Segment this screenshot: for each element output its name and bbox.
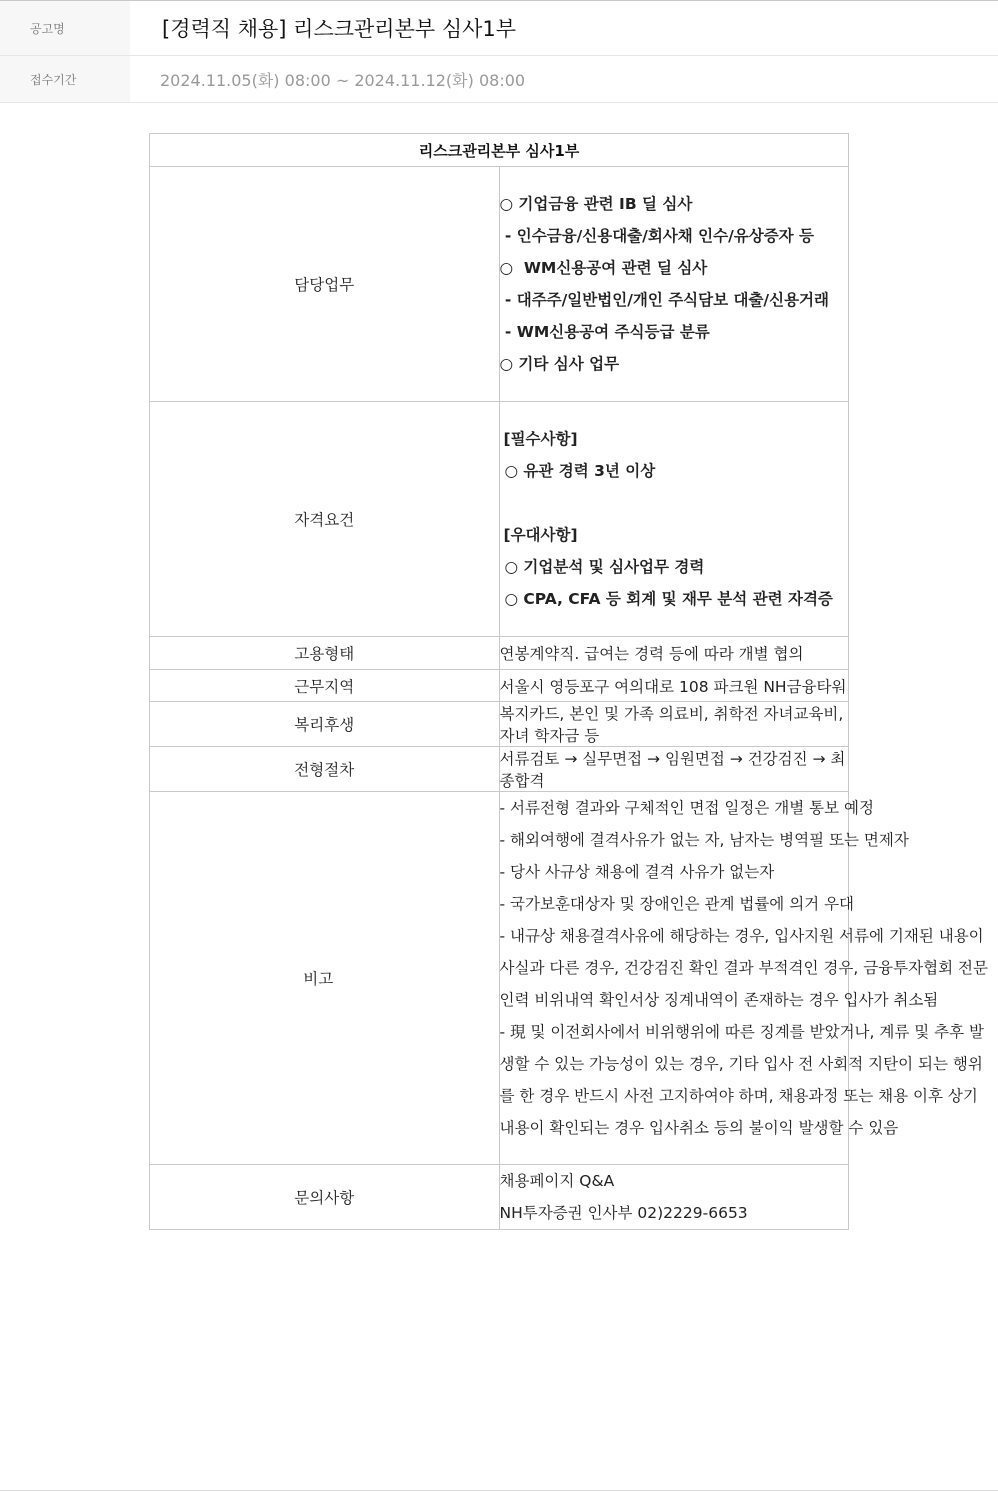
remark-line: 를 한 경우 반드시 사전 고지하여야 하며, 채용과정 또는 채용 이후 상기 [499, 1087, 978, 1105]
notice-period: 2024.11.05(화) 08:00 ~ 2024.11.12(화) 08:00 [160, 70, 526, 90]
benefits-value: 복지카드, 본인 및 가족 의료비, 취학전 자녀교육비, 자녀 학자금 등 [499, 702, 849, 747]
employment-row [150, 637, 849, 670]
duties-label: 담당업무 [150, 167, 500, 402]
remark-line: - 국가보훈대상자 및 장애인은 관계 법률에 의거 우대 [499, 895, 855, 913]
remark-line: 사실과 다른 경우, 건강검진 확인 결과 부적격인 경우, 금융투자협회 전문 [499, 959, 988, 977]
table-heading: 리스크관리본부 심사1부 [150, 134, 849, 167]
process-row [150, 747, 849, 792]
required-item: ○ 유관 경력 3년 이상 [504, 462, 656, 480]
duties-row [150, 167, 849, 402]
duty-line: ○ WM신용공여 관련 딜 심사 [499, 259, 708, 277]
employment-label: 고용형태 [150, 637, 500, 670]
required-heading: [필수사항] [503, 430, 578, 448]
bottom-divider [0, 1490, 998, 1491]
remark-line: 생할 수 있는 가능성이 있는 경우, 기타 입사 전 사회적 지탄이 되는 행위 [499, 1055, 983, 1073]
remark-line: 내용이 확인되는 경우 입사취소 등의 불이익 발생할 수 있음 [499, 1119, 899, 1137]
benefits-label: 복리후생 [150, 702, 500, 747]
remarks-row [150, 792, 849, 1165]
qualifications-content [499, 402, 849, 637]
remark-line: - 당사 사규상 채용에 결격 사유가 없는자 [499, 863, 775, 881]
notice-period-row [0, 56, 998, 103]
remarks-label: 비고 [150, 792, 500, 1165]
inquiry-line: NH투자증권 인사부 02)2229-6653 [499, 1204, 748, 1222]
notice-period-label: 접수기간 [0, 56, 130, 102]
inquiry-label: 문의사항 [150, 1165, 500, 1230]
location-value: 서울시 영등포구 여의대로 108 파크원 NH금융타워 [499, 670, 849, 702]
remark-line: - 現 및 이전회사에서 비위행위에 따른 징계를 받았거나, 계류 및 추후 발 [499, 1023, 984, 1041]
qualifications-label: 자격요건 [150, 402, 500, 637]
remark-line: - 서류전형 결과와 구체적인 면접 일정은 개별 통보 예정 [499, 799, 874, 817]
preferred-item: ○ 기업분석 및 심사업무 경력 [504, 558, 705, 576]
duties-content [499, 167, 849, 402]
job-description-table [149, 133, 988, 1230]
table-heading-row [150, 134, 849, 167]
inquiry-line: 채용페이지 Q&A [499, 1172, 615, 1190]
duty-line: - 대주주/일반법인/개인 주식담보 대출/신용거래 [499, 291, 829, 309]
process-label: 전형절차 [150, 747, 500, 792]
duty-line: - WM신용공여 주식등급 분류 [499, 323, 710, 341]
remark-line: - 내규상 채용결격사유에 해당하는 경우, 입사지원 서류에 기재된 내용이 [499, 927, 984, 945]
remark-line: - 해외여행에 결격사유가 없는 자, 남자는 병역필 또는 면제자 [499, 831, 909, 849]
preferred-item: ○ CPA, CFA 등 회계 및 재무 분석 관련 자격증 [504, 590, 833, 608]
notice-title-row [0, 1, 998, 56]
duty-line: ○ 기업금융 관련 IB 딜 심사 [499, 195, 693, 213]
notice-title-label: 공고명 [0, 1, 130, 55]
qualifications-row [150, 402, 849, 637]
spacer [504, 487, 849, 519]
location-label: 근무지역 [150, 670, 500, 702]
process-value: 서류검토 → 실무면접 → 임원면접 → 건강검진 → 최종합격 [499, 747, 849, 792]
remark-line: 인력 비위내역 확인서상 징계내역이 존재하는 경우 입사가 취소됨 [499, 991, 939, 1009]
location-row [150, 670, 849, 702]
preferred-heading: [우대사항] [503, 526, 578, 544]
duty-line: - 인수금융/신용대출/회사채 인수/유상증자 등 [499, 227, 815, 245]
remarks-content [499, 792, 988, 1165]
duty-line: ○ 기타 심사 업무 [499, 355, 620, 373]
inquiry-row [150, 1165, 849, 1230]
notice-title: [경력직 채용] 리스크관리본부 심사1부 [162, 17, 517, 41]
inquiry-content [499, 1165, 849, 1230]
employment-value: 연봉계약직. 급여는 경력 등에 따라 개별 협의 [499, 637, 849, 670]
benefits-row [150, 702, 849, 747]
